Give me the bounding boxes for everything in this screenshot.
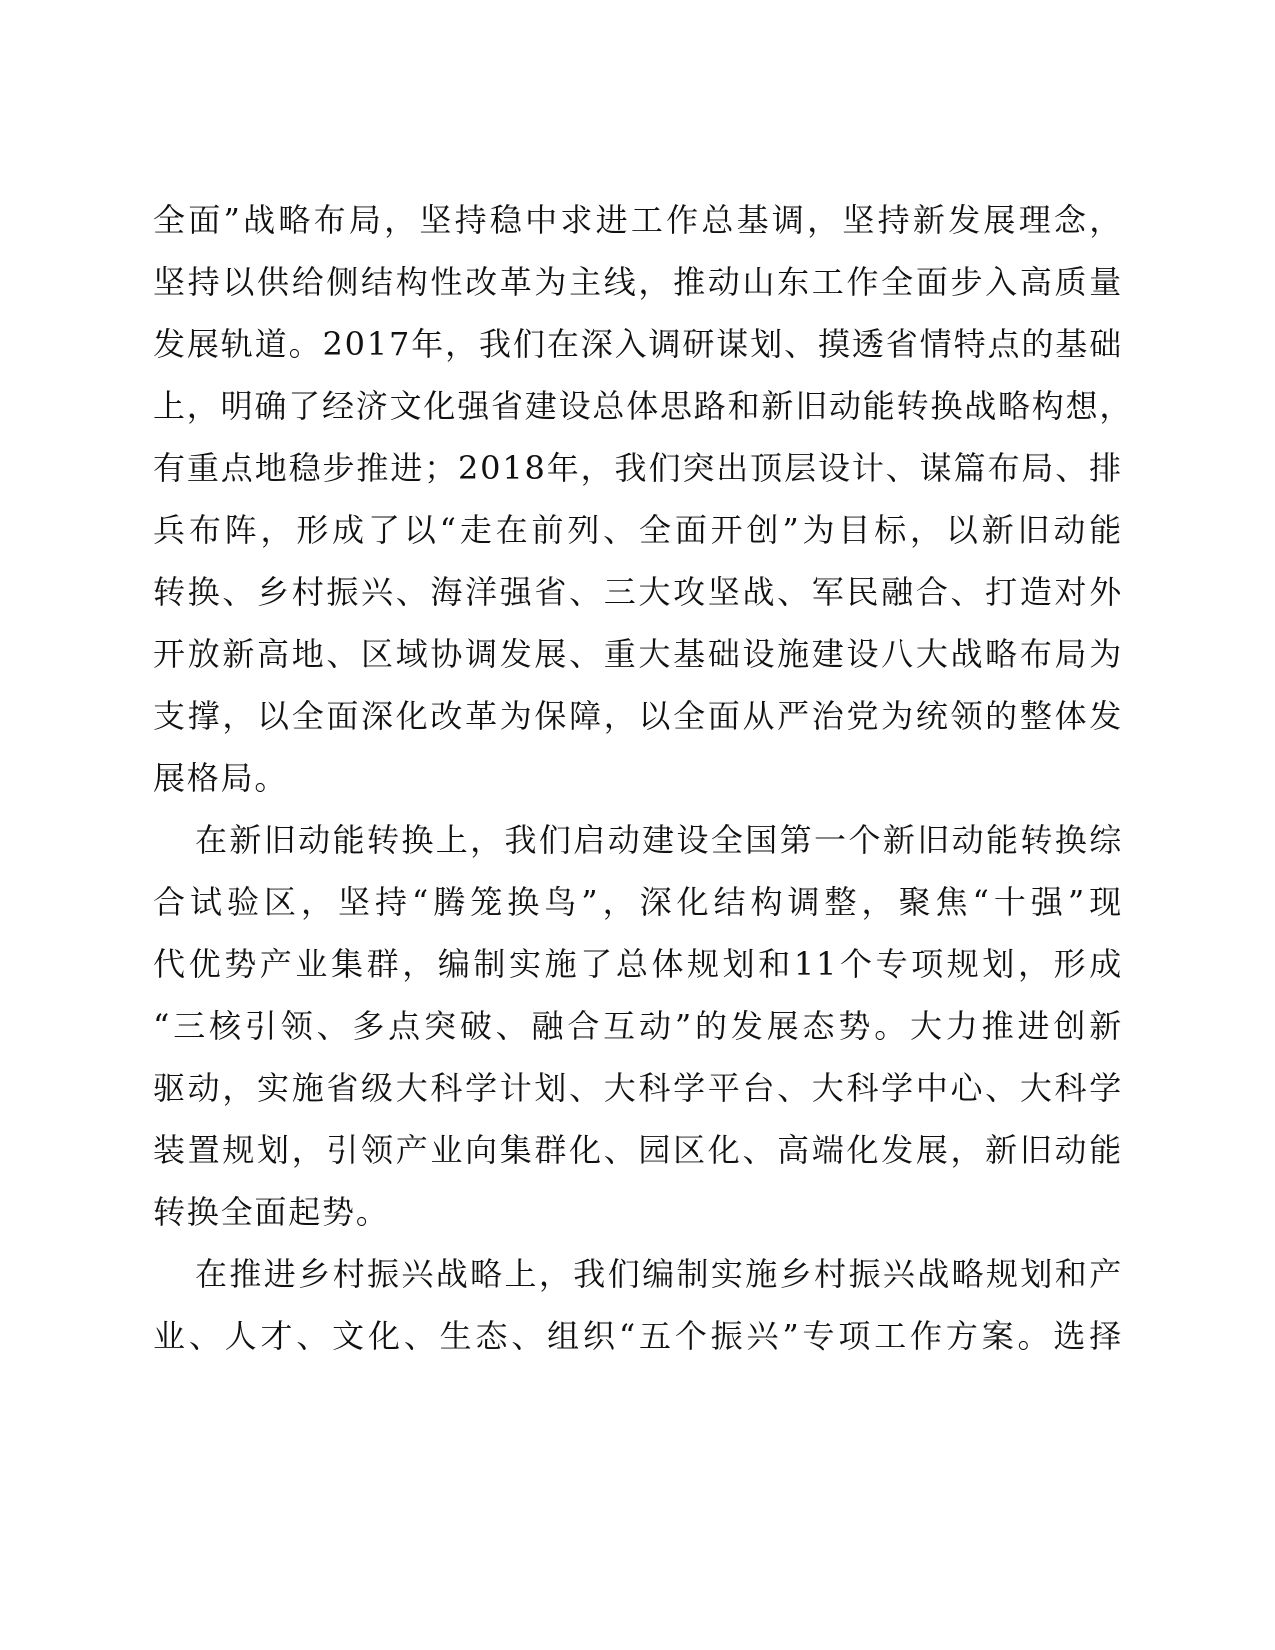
text-line: 转换全面起势。 <box>153 1193 390 1231</box>
text-line: 驱动，实施省级大科学计划、大科学平台、大科学中心、大科学 <box>153 1069 1123 1107</box>
text-line: 展格局。 <box>153 759 289 797</box>
text-line: 支撑，以全面深化改革为保障，以全面从严治党为统领的整体发 <box>153 697 1123 735</box>
text-line: 有重点地稳步推进；2018年，我们突出顶层设计、谋篇布局、排 <box>153 449 1123 487</box>
text-line: 发展轨道。2017年，我们在深入调研谋划、摸透省情特点的基础 <box>153 325 1123 363</box>
text-line: 坚持以供给侧结构性改革为主线，推动山东工作全面步入高质量 <box>153 263 1123 301</box>
text-line: 上，明确了经济文化强省建设总体思路和新旧动能转换战略构想， <box>153 387 1134 425</box>
paragraph-first-line: 在推进乡村振兴战略上，我们编制实施乡村振兴战略规划和产 <box>195 1255 1123 1293</box>
text-line: 全面”战略布局，坚持稳中求进工作总基调，坚持新发展理念， <box>153 201 1123 239</box>
text-line: 开放新高地、区域协调发展、重大基础设施建设八大战略布局为 <box>153 635 1123 673</box>
text-line: 合试验区，坚持“腾笼换鸟”，深化结构调整，聚焦“十强”现 <box>153 883 1123 921</box>
text-line: 装置规划，引领产业向集群化、园区化、高端化发展，新旧动能 <box>153 1131 1123 1169</box>
body-text <box>153 189 1134 1367</box>
text-line: 代优势产业集群，编制实施了总体规划和11个专项规划，形成 <box>153 945 1123 983</box>
text-line: 业、人才、文化、生态、组织“五个振兴”专项工作方案。选择 <box>153 1317 1123 1355</box>
text-line: “三核引领、多点突破、融合互动”的发展态势。大力推进创新 <box>153 1007 1123 1045</box>
text-line: 转换、乡村振兴、海洋强省、三大攻坚战、军民融合、打造对外 <box>153 573 1123 611</box>
paragraph-first-line: 在新旧动能转换上，我们启动建设全国第一个新旧动能转换综 <box>195 821 1123 859</box>
text-line: 兵布阵，形成了以“走在前列、全面开创”为目标，以新旧动能 <box>153 511 1123 549</box>
